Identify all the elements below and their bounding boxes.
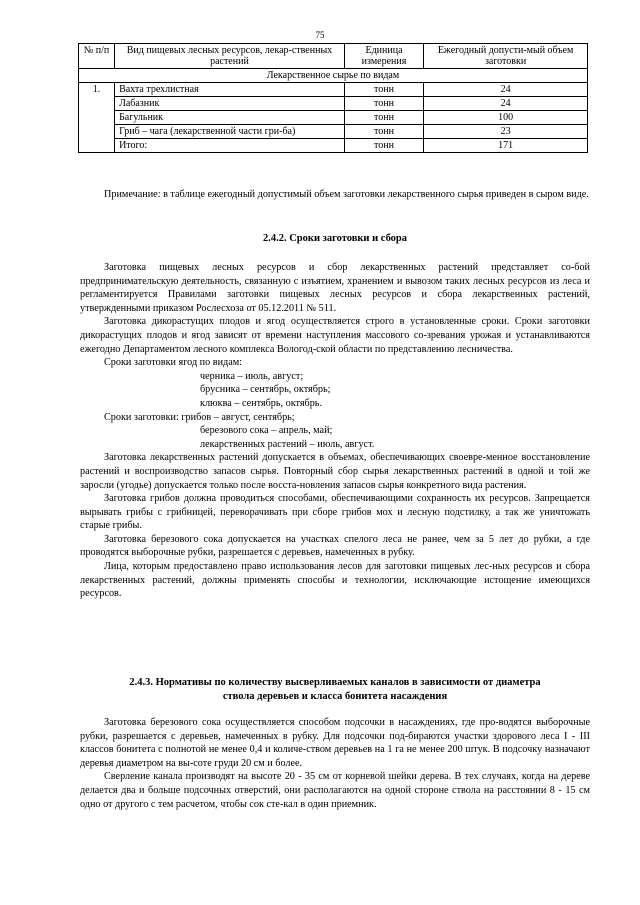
paragraph: Лица, которым предоставлено право использования лесов для заготовки пищевых лес-ных ресурсов и сбора лекарственных растений, должны применять способы и технологии, исключающие истощение имеющихся ресурсов. bbox=[80, 561, 590, 600]
table-row bbox=[79, 111, 588, 125]
table-row bbox=[79, 125, 588, 139]
table-row bbox=[79, 139, 588, 153]
cell-name: Итого: bbox=[115, 139, 345, 153]
paragraph: Заготовка дикорастущих плодов и ягод осуществляется строго в установленные сроки. Сроки заготовки дикорастущих плодов и ягод зависят от времени наступления массового со-зревания урожая и устанавливаются ежегодно Департаментом лесного комплекса Вологод-ской области по представлению лесничества. bbox=[80, 316, 590, 355]
cell-unit: тонн bbox=[344, 139, 423, 153]
section-243-title-line1: 2.4.3. Нормативы по количеству высверливаемых каналов в зависимости от диаметра bbox=[129, 677, 541, 688]
list-item: березового сока – апрель, май; bbox=[200, 425, 333, 437]
cell-unit: тонн bbox=[344, 83, 423, 97]
section-242-body bbox=[80, 261, 590, 601]
table-row bbox=[79, 83, 588, 97]
page-number: 75 bbox=[315, 30, 325, 40]
cell-name: Вахта трехлистная bbox=[115, 83, 345, 97]
cell-volume: 171 bbox=[424, 139, 588, 153]
header-name: Вид пищевых лесных ресурсов, лекар-ственных растений bbox=[115, 44, 345, 69]
paragraph: Заготовка лекарственных растений допускается в объемах, обеспечивающих своевре-менное восстановление растений и воспроизводство запасов сырья. Повторный сбор сырья лекарственных растений в одной и той же заросли (угодье) допускается только после восста-новления запасов сырья конкретного вида растения. bbox=[80, 452, 590, 491]
cell-name: Лабазник bbox=[115, 97, 345, 111]
cell-volume: 24 bbox=[424, 97, 588, 111]
berries-intro: Сроки заготовки ягод по видам: bbox=[104, 357, 243, 369]
cell-name: Багульник bbox=[115, 111, 345, 125]
paragraph: Заготовка березового сока допускается на участках спелого леса не ранее, чем за 5 лет до рубки, а где проводятся выборочные рубки, разрешается с деревьев, намеченных в рубку. bbox=[80, 533, 590, 559]
table-note-block bbox=[80, 188, 590, 202]
cell-volume: 100 bbox=[424, 111, 588, 125]
header-num: № п/п bbox=[79, 44, 115, 69]
table-note: Примечание: в таблице ежегодный допустимый объем заготовки лекарственного сырья приведен в сыром виде. bbox=[104, 189, 589, 200]
resources-table bbox=[78, 43, 588, 153]
cell-unit: тонн bbox=[344, 97, 423, 111]
list-item: лекарственных растений – июль, август. bbox=[200, 438, 375, 450]
list-item: черника – июль, август; bbox=[200, 370, 304, 382]
list-item: клюква – сентябрь, октябрь. bbox=[200, 397, 323, 409]
header-volume: Ежегодный допусти-мый объем заготовки bbox=[424, 44, 588, 69]
section-243-title bbox=[80, 676, 590, 703]
section-243-body bbox=[80, 716, 590, 811]
table-header-row bbox=[79, 44, 588, 69]
cell-volume: 23 bbox=[424, 125, 588, 139]
row-number: 1. bbox=[79, 83, 115, 153]
section-242-title: 2.4.2. Сроки заготовки и сбора bbox=[262, 233, 408, 244]
cell-volume: 24 bbox=[424, 83, 588, 97]
paragraph: Заготовка березового сока осуществляется способом подсочки в насаждениях, где про-водятся выборочные рубки, разрешается с деревьев, намеченных в рубку. Для подсочки под-бираются участки здорового леса I - III классов бонитета с полнотой не менее 0,4 и количе-ством деревьев на 1 га не менее 200 штук. В подсочку назначают деревья диаметром на вы-соте груди 20 см и более. bbox=[80, 717, 590, 769]
table-row bbox=[79, 97, 588, 111]
cell-unit: тонн bbox=[344, 111, 423, 125]
table-section-row bbox=[79, 69, 588, 83]
list-item: брусника – сентябрь, октябрь; bbox=[200, 384, 331, 396]
paragraph: Сверление канала производят на высоте 20 - 35 см от корневой шейки дерева. В тех случаях, когда на дереве делается два и больше подсочных отверстий, они располагаются на одной стороне ствола на расстоянии 8 - 15 см одно от другого с тем расчетом, чтобы сок сте-кал в один приемник. bbox=[80, 771, 590, 810]
table-section-title: Лекарственное сырье по видам bbox=[79, 69, 588, 83]
header-unit: Единица измерения bbox=[344, 44, 423, 69]
paragraph: Заготовка пищевых лесных ресурсов и сбор лекарственных растений представляет со-бой предпринимательскую деятельность, связанную с изъятием, хранением и вывозом таких лесных ресурсов из леса и регламентируется Правилами заготовки пищевых лесных ресурсов и сбора лекарственных растений, утвержденными приказом Рослесхоза от 05.12.2011 № 511. bbox=[80, 262, 590, 314]
section-243-title-line2: ствола деревьев и класса бонитета насаждения bbox=[222, 690, 448, 702]
cell-unit: тонн bbox=[344, 125, 423, 139]
harvest-intro: Сроки заготовки: грибов – август, сентябрь; bbox=[104, 411, 295, 423]
paragraph: Заготовка грибов должна проводиться способами, обеспечивающими сохранность их ресурсов. Запрещается вырывать грибы с грибницей, переворачивать при сборе грибов мох и лесную подстилку, а так же уничтожать старые грибы. bbox=[80, 493, 590, 532]
cell-name: Гриб – чага (лекарственной части гри-ба) bbox=[115, 125, 345, 139]
